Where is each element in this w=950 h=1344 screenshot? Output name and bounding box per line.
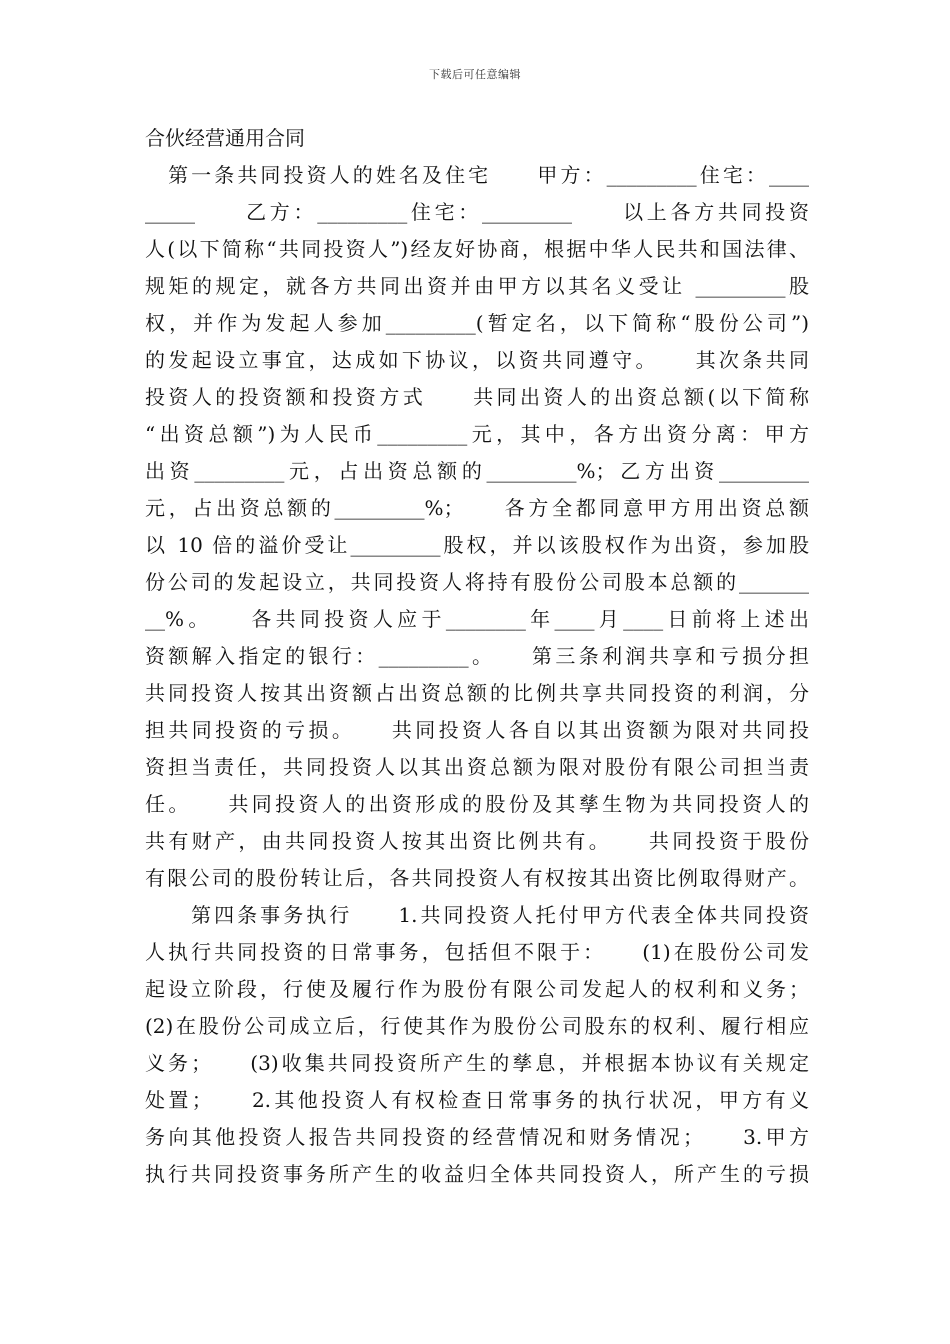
text-line: “出资总额”)为人民币_________元，其中，各方出资分离：甲方: [145, 422, 809, 446]
text-line: 人执行共同投资的日常事务，包括但不限于： (1)在股份公司发: [145, 940, 809, 964]
text-line: 起设立阶段，行使及履行作为股份有限公司发起人的权利和义务；: [145, 977, 809, 1001]
text-line: 处置； 2.其他投资人有权检查日常事务的执行状况，甲方有义: [145, 1088, 809, 1112]
text-line: __%。 各共同投资人应于________年____月____日前将上述出: [145, 607, 809, 631]
text-line: 有限公司的股份转让后，各共同投资人有权按其出资比例取得财产。: [145, 866, 809, 890]
text-line: 务向其他投资人报告共同投资的经营情况和财务情况； 3.甲方: [145, 1125, 809, 1149]
text-line: 投资人的投资额和投资方式 共同出资人的出资总额(以下简称: [145, 385, 809, 409]
text-line: 共有财产，由共同投资人按其出资比例共有。 共同投资于股份: [145, 829, 809, 853]
text-line: 权，并作为发起人参加_________(暂定名，以下简称“股份公司”): [145, 311, 809, 335]
contract-body: [145, 120, 809, 1193]
text-line: 元，占出资总额的_________%； 各方全都同意甲方用出资总额: [145, 496, 809, 520]
text-line: 资担当责任，共同投资人以其出资总额为限对股份有限公司担当责: [145, 755, 809, 779]
document-title: 合伙经营通用合同: [145, 126, 305, 150]
text-line: 第一条共同投资人的姓名及住宅 甲方：_________住宅：____: [145, 163, 809, 187]
text-line: 出资_________元，占出资总额的_________%；乙方出资_________: [145, 459, 809, 483]
text-line: 资额解入指定的银行：_________。 第三条利润共享和亏损分担: [145, 644, 809, 668]
text-line: 份公司的发起设立，共同投资人将持有股份公司股本总额的_______: [145, 570, 809, 594]
text-line: 共同投资人按其出资额占出资总额的比例共享共同投资的利润，分: [145, 681, 809, 705]
text-line: 第四条事务执行 1.共同投资人托付甲方代表全体共同投资: [145, 903, 809, 927]
text-line: _____ 乙方：_________住宅：_________ 以上各方共同投资: [145, 200, 809, 224]
text-line: 担共同投资的亏损。 共同投资人各自以其出资额为限对共同投: [145, 718, 809, 742]
text-line: 以 10 倍的溢价受让_________股权，并以该股权作为出资，参加股: [145, 533, 809, 557]
text-line: 人(以下简称“共同投资人”)经友好协商，根据中华人民共和国法律、: [145, 237, 809, 261]
text-line: 规矩的规定，就各方共同出资并由甲方以其名义受让 _________股: [145, 274, 809, 298]
text-line: 任。 共同投资人的出资形成的股份及其孳生物为共同投资人的: [145, 792, 809, 816]
text-line: 执行共同投资事务所产生的收益归全体共同投资人，所产生的亏损: [145, 1162, 809, 1186]
header-note: 下载后可任意编辑: [429, 68, 521, 81]
text-line: (2)在股份公司成立后，行使其作为股份公司股东的权利、履行相应: [145, 1014, 809, 1038]
text-line: 的发起设立事宜，达成如下协议，以资共同遵守。 其次条共同: [145, 348, 809, 372]
text-line: 义务； (3)收集共同投资所产生的孳息，并根据本协议有关规定: [145, 1051, 809, 1075]
